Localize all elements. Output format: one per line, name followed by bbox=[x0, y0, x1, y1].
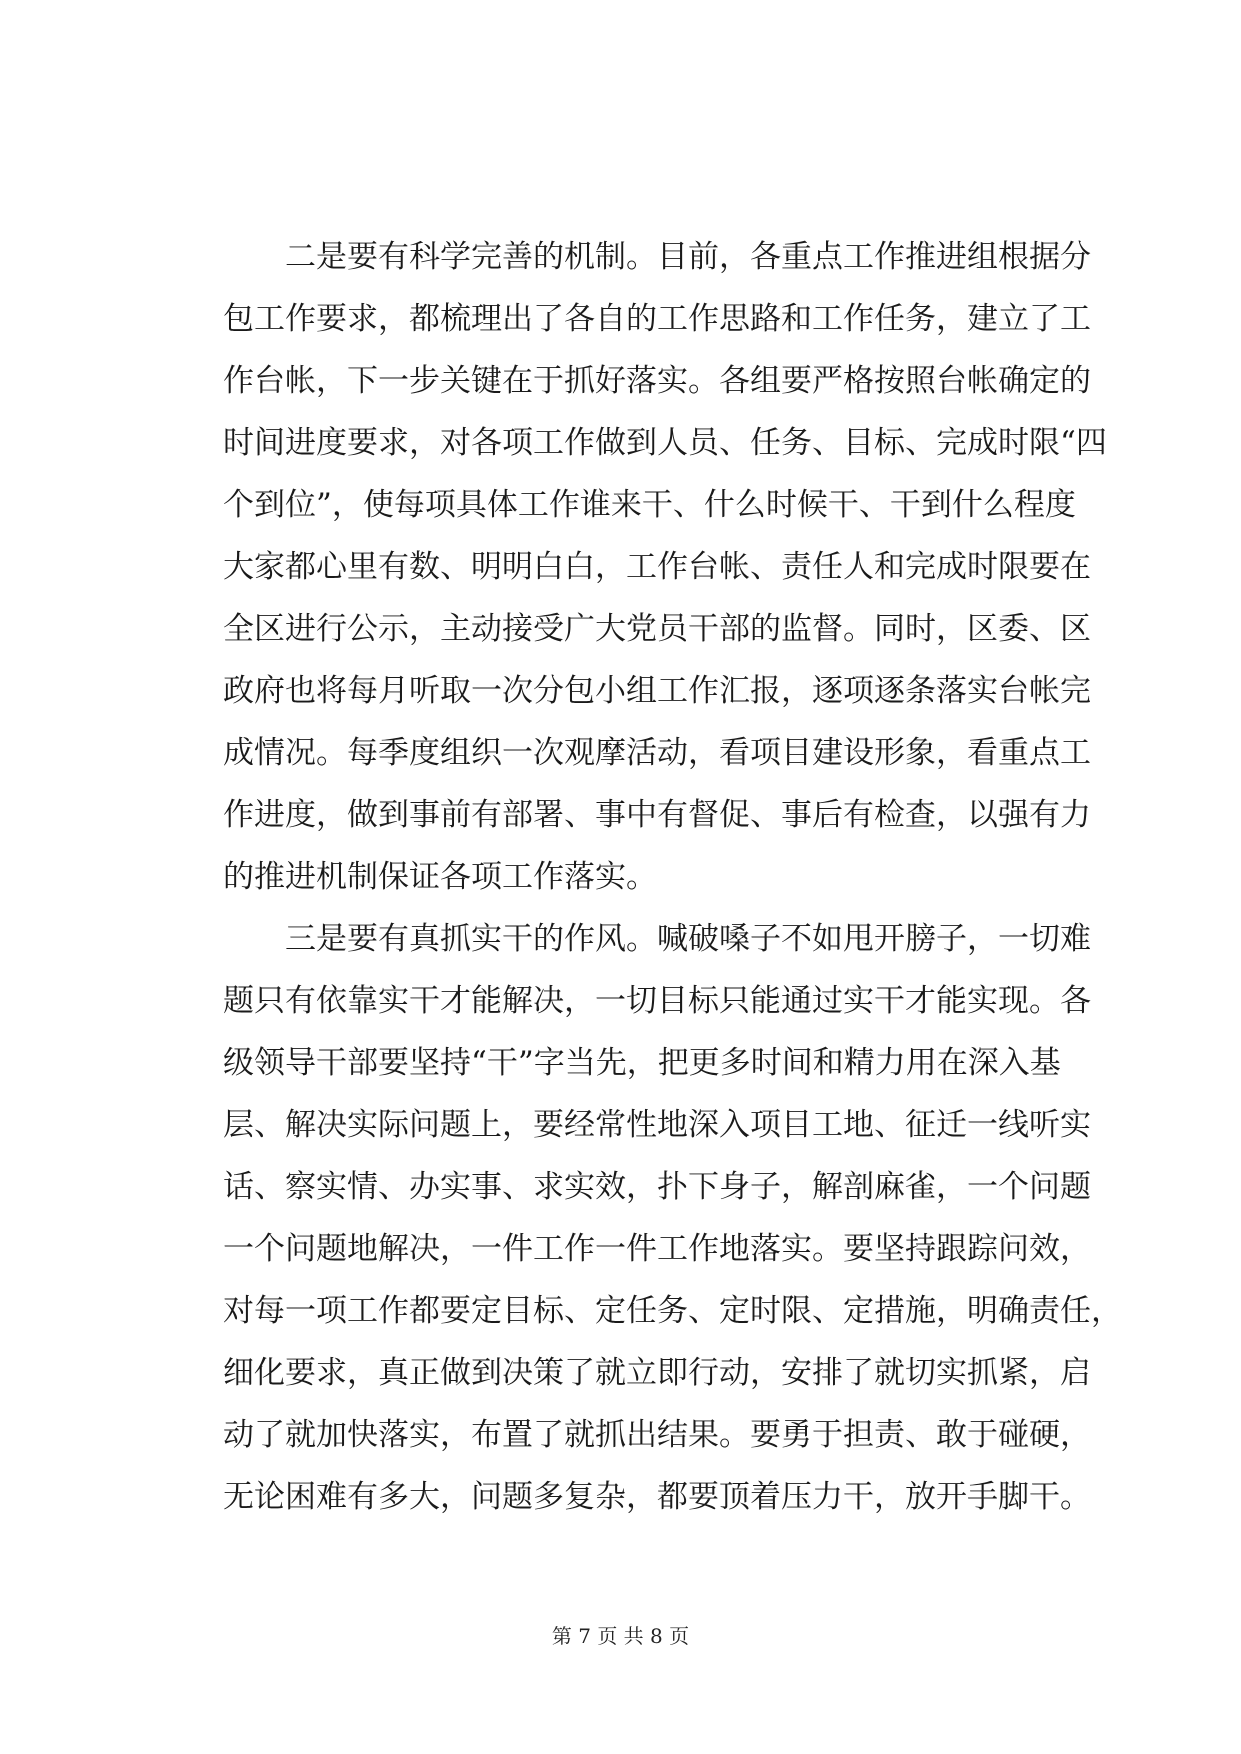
paragraph-line: 级领导干部要坚持“干”字当先，把更多时间和精力用在深入基 bbox=[223, 1045, 1061, 1081]
paragraph-line: 对每一项工作都要定目标、定任务、定时限、定措施，明确责任， bbox=[223, 1293, 1122, 1329]
paragraph-line: 三是要有真抓实干的作风。喊破嗓子不如甩开膀子，一切难 bbox=[223, 921, 1091, 957]
paragraph-line: 包工作要求，都梳理出了各自的工作思路和工作任务，建立了工 bbox=[223, 301, 1091, 337]
paragraph-line: 作台帐，下一步关键在于抓好落实。各组要严格按照台帐确定的 bbox=[223, 363, 1091, 399]
paragraph-line: 一个问题地解决，一件工作一件工作地落实。要坚持跟踪问效， bbox=[223, 1231, 1091, 1267]
paragraph-line: 个到位”，使每项具体工作谁来干、什么时候干、干到什么程度 bbox=[223, 487, 1076, 523]
page-number-footer: 第 7 页 共 8 页 bbox=[551, 1624, 690, 1648]
paragraph-line: 动了就加快落实，布置了就抓出结果。要勇于担责、敢于碰硬， bbox=[223, 1417, 1091, 1453]
paragraph-line: 层、解决实际问题上，要经常性地深入项目工地、征迁一线听实 bbox=[223, 1107, 1091, 1143]
paragraph-line: 成情况。每季度组织一次观摩活动，看项目建设形象，看重点工 bbox=[223, 735, 1091, 771]
paragraph-line: 的推进机制保证各项工作落实。 bbox=[223, 859, 657, 895]
document-body bbox=[223, 226, 1122, 1528]
paragraph-line: 大家都心里有数、明明白白，工作台帐、责任人和完成时限要在 bbox=[223, 549, 1091, 585]
paragraph-line: 政府也将每月听取一次分包小组工作汇报，逐项逐条落实台帐完 bbox=[223, 673, 1091, 709]
paragraph-line: 话、察实情、办实事、求实效，扑下身子，解剖麻雀，一个问题 bbox=[223, 1169, 1091, 1205]
paragraph-line: 全区进行公示，主动接受广大党员干部的监督。同时，区委、区 bbox=[223, 611, 1091, 647]
paragraph-line: 作进度，做到事前有部署、事中有督促、事后有检查，以强有力 bbox=[223, 797, 1091, 833]
paragraph-line: 题只有依靠实干才能解决，一切目标只能通过实干才能实现。各 bbox=[223, 983, 1091, 1019]
paragraph-line: 时间进度要求，对各项工作做到人员、任务、目标、完成时限“四 bbox=[223, 425, 1107, 461]
paragraph-line: 细化要求，真正做到决策了就立即行动，安排了就切实抓紧，启 bbox=[223, 1355, 1091, 1391]
paragraph-line: 二是要有科学完善的机制。目前，各重点工作推进组根据分 bbox=[223, 239, 1091, 275]
paragraph-line: 无论困难有多大，问题多复杂，都要顶着压力干，放开手脚干。 bbox=[223, 1479, 1091, 1515]
